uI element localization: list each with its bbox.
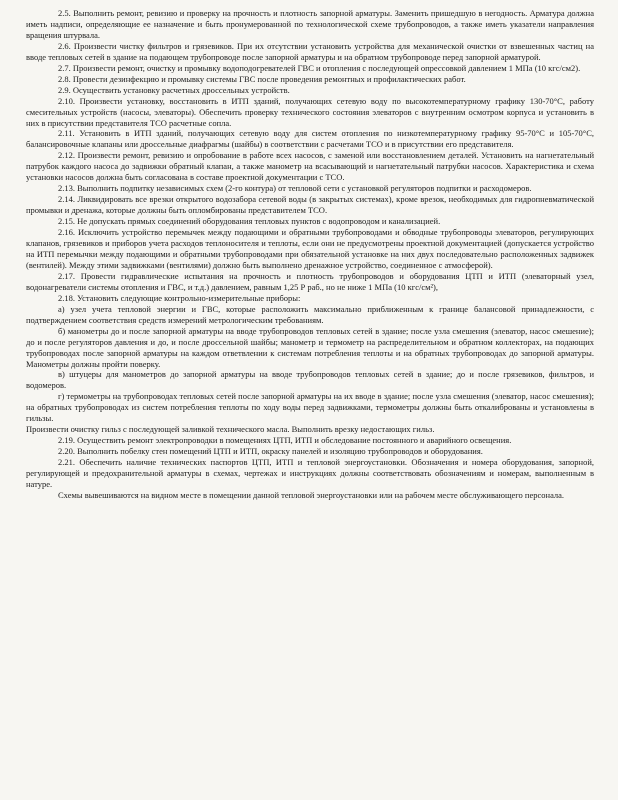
paragraph-2-9: 2.9. Осуществить установку расчетных дроссельных устройств. <box>58 84 290 95</box>
paragraph-2-21: 2.21. Обеспечить наличие технических паспортов ЦТП, ИТП и тепловой энергоустановки. Обозначения и номера оборудования, запорной, регулирующей и предохранительной арматуры в схемах, чертежах и инструкциях должны соответствовать обозначениям и номерам, выполненным в натуре. <box>26 457 594 489</box>
paragraph-2-18-a: а) узел учета тепловой энергии и ГВС, которые расположить максимально приближенным к границе балансовой принадлежности, с подтверждением соответствия средств измерений метрологическим требованиям. <box>26 303 594 325</box>
paragraph-2-18: 2.18. Установить следующие контрольно-измерительные приборы: <box>58 292 301 303</box>
paragraph-2-18-b: б) манометры до и после запорной арматуры на вводе трубопроводов тепловых сетей в здание; после узла смешения (элеватор, насос смешение); до и после регуляторов давления и до, и после дроссельной шайбы; манометр и термометр на распределительном и обратном коллекторах, на подающих трубопроводах после запорной арматуры на каждом ответвлении к системам потребления теплоты и на обратных трубопроводах до запорной арматуры. Манометры должны пройти поверку. <box>26 325 594 369</box>
paragraph-2-15: 2.15. Не допускать прямых соединений оборудования тепловых пунктов с водопроводом и канализацией. <box>58 216 441 227</box>
paragraph-2-5: 2.5. Выполнить ремонт, ревизию и проверку на прочность и плотность запорной арматуры. Заменить пришедшую в негодность. Арматура должна иметь надписи, определяющие ее назначение и быть пронумерованной по технологической схеме трубопроводов, а также иметь указатели направления вращения штурвала. <box>26 8 594 40</box>
paragraph-2-16: 2.16. Исключить устройство перемычек между подающими и обратными трубопроводами и обводные трубопроводы элеваторов, регулирующих клапанов, грязевиков и приборов учета расходов теплоносителя и теплоты, если они не предусмотрены проектной документацией (допускается устройство на ИТП перемычки между подающими и обратными трубопроводами при обязательной установке на них двух последовательно расположенных задвижек (вентилей). Между этими задвижками (вентилями) должно быть выполнено дренажное устройство, соединенное с атмосферой). <box>26 227 594 270</box>
paragraph-2-18-g: г) термометры на трубопроводах тепловых сетей после запорной арматуры на их вводе в здание; после узла смешения (элеватор, насос смешения); на обратных трубопроводах из систем потребления теплоты по ходу воды перед задвижками, термометры должны быть откалиброваны и установлены в гильзы. <box>26 391 594 424</box>
paragraph-2-20: 2.20. Выполнить побелку стен помещений ЦТП и ИТП, окраску панелей и изоляцию трубопроводов и оборудования. <box>58 446 483 457</box>
paragraph-2-18-v: в) штуцеры для манометров до запорной арматуры на вводе трубопроводов тепловых сетей в здание; до и после грязевиков, фильтров, и водомеров. <box>26 369 594 391</box>
paragraph-2-10: 2.10. Произвести установку, восстановить в ИТП зданий, получающих сетевую воду по высокотемпературному графику 130-70°С, работу смесительных устройств (насосы, элеваторы). Обеспечить проверку технического состояния элеваторов с внутренним осмотром корпуса и установить в них в присутствии представителя ТСО расчетные сопла. <box>26 95 594 128</box>
paragraph-2-19: 2.19. Осуществить ремонт электропроводки в помещениях ЦТП, ИТП и обследование постоянного и аварийного освещения. <box>58 435 512 446</box>
paragraph-2-14: 2.14. Ликвидировать все врезки открытого водозабора сетевой воды (в закрытых системах), кроме врезок, необходимых для гидропневматической промывки и дренажа, которые должны быть опломбированы представителем ТСО. <box>26 194 594 216</box>
paragraph-2-8: 2.8. Провести дезинфекцию и промывку системы ГВС после проведения ремонтных и профилактических работ. <box>58 73 466 84</box>
paragraph-2-13: 2.13. Выполнить подпитку независимых схем (2-го контура) от тепловой сети с установкой регуляторов подпитки и расходомеров. <box>58 183 532 194</box>
paragraph-2-11: 2.11. Установить в ИТП зданий, получающих сетевую воду для систем отопления по низкотемпературному графику 95-70°С и 105-70°С, балансировочные клапаны или дроссельные диафрагмы (шайбы) в соответствии с расчетами ТСО и в присутствии его представителя. <box>26 128 594 150</box>
paragraph-2-17: 2.17. Провести гидравлические испытания на прочность и плотность трубопроводов и оборудования ЦТП и ИТП (элеваторный узел, водонагреватели системы отопления и ГВС, и т.д.) давлением, равным 1,25 Р раб., но не ниже 1 МПа (10 кгс/см²), <box>26 270 594 292</box>
paragraph-2-7: 2.7. Произвести ремонт, очистку и промывку водоподогревателей ГВС и отопления с последующей опрессовкой давлением 1 МПа (10 кгс/см2). <box>58 62 581 73</box>
paragraph-schemes: Схемы вывешиваются на видном месте в помещении данной тепловой энергоустановки или на рабочем месте обслуживающего персонала. <box>58 489 565 500</box>
paragraph-2-12: 2.12. Произвести ремонт, ревизию и опробование в работе всех насосов, с заменой или восстановлением деталей. Установить на нагнетательный патрубок каждого насоса до задвижки обратный клапан, а также манометр на всасывающий и нагнетательный патрубки насосов. Характеристика и схема установки насосов должна быть согласована в составе проектной документации с ТСО. <box>26 150 594 183</box>
paragraph-gilzy: Произвести очистку гильз с последующей заливкой технического масла. Выполнить врезку недостающих гильз. <box>26 424 435 435</box>
paragraph-2-6: 2.6. Произвести чистку фильтров и грязевиков. При их отсутствии установить устройства для механической очистки от взвешенных частиц на вводе тепловых сетей в здание на подающем трубопроводе после запорной арматуры и на обратном трубопроводе перед запорной арматурой. <box>26 40 594 62</box>
